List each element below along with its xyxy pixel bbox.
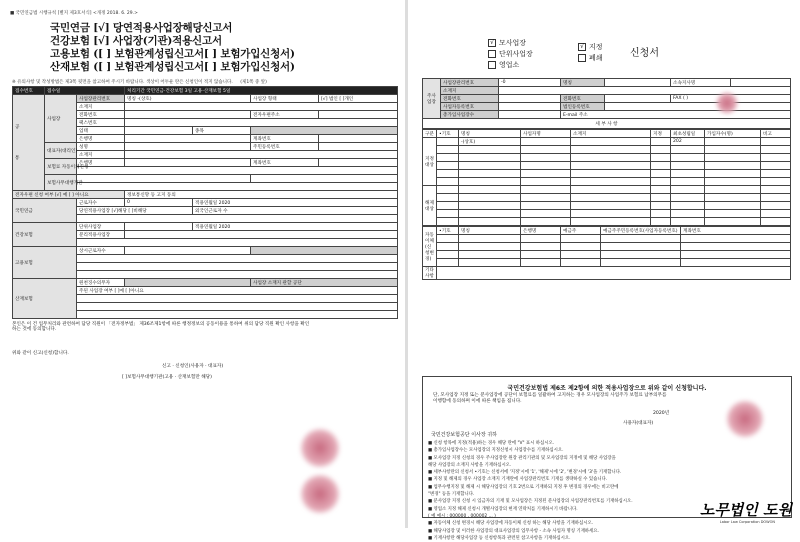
detail-first-name[interactable]: -(상호) xyxy=(459,138,521,146)
lh-3: 예금주 xyxy=(561,227,601,235)
dh-8: 비고 xyxy=(761,130,791,138)
etc-label: 기타사항 xyxy=(423,267,437,280)
account-value[interactable] xyxy=(319,135,398,143)
collective-label: 보험사무대행기관 xyxy=(45,175,77,191)
detail-title: 세 부 사 항 xyxy=(423,119,791,129)
workplace-type-options xyxy=(488,38,533,71)
change-label: 자동이체(신청변경) xyxy=(423,227,437,267)
title-pension: 국민연금 [√] 당연적용사업장해당신고서 xyxy=(50,22,233,34)
list-item: ■ 분사업장 지정 신청 시 입금자의 기재 및 모사업장은 지정된 분사업장의 사업장관리번호를 기재하십시오. xyxy=(428,499,633,505)
dh-6: 최초성립일 xyxy=(671,130,705,138)
lh-5: 계좌번호 xyxy=(681,227,791,235)
mgmt-no-label: 사업장관리번호 xyxy=(77,95,125,103)
stamp-blur-2 xyxy=(300,474,340,514)
dh-5: 지정 xyxy=(651,130,671,138)
checkbox-icon[interactable] xyxy=(488,61,496,69)
apply-title: 신청서 xyxy=(630,48,659,59)
r-mgmt-value[interactable]: -0 xyxy=(499,79,561,87)
ceo-name-value[interactable] xyxy=(125,143,251,151)
left-form-table xyxy=(12,86,397,380)
collection-label: 원천징수의무자 xyxy=(77,279,125,287)
common-section-label: 공 통 xyxy=(13,95,45,191)
business-type-value[interactable] xyxy=(125,127,193,135)
dh-4: 소재지 xyxy=(571,130,651,138)
table-row[interactable] xyxy=(437,243,459,251)
left-form-page xyxy=(0,0,405,528)
list-item: "변경" 등을 기재합니다. xyxy=(428,492,475,498)
employment-shaded xyxy=(251,247,398,255)
title-industrial: 산재보험 ([ ] 보험관계성립신고서[ ] 보험가입신청서) xyxy=(50,61,295,73)
rep-address-value[interactable] xyxy=(125,151,398,159)
cancel-label: 해제대상 xyxy=(423,186,437,226)
lh-2: 은행명 xyxy=(521,227,561,235)
table-row[interactable] xyxy=(437,235,459,243)
list-item: ( 예 예시 : 000000 , 000002 ... ) xyxy=(428,513,496,519)
list-item: ■ 신청 항목에 지정(적용)하는 경우 해당 란에 "V" 표시 하십시오. xyxy=(428,441,555,446)
workplace-label: 사업장 xyxy=(45,95,77,143)
labor-check-label: 상시근로자수 xyxy=(77,247,125,255)
address-value[interactable] xyxy=(125,103,398,111)
lh-4: 예금주주민등록번호(사업자등록번호) xyxy=(601,227,681,235)
dh-3: 사업자명 xyxy=(521,130,571,138)
r-head-label: 사업자등록번호 xyxy=(441,103,499,111)
auto-bank-label: 은행명 xyxy=(77,159,125,167)
table-row[interactable] xyxy=(437,218,459,226)
checkbox-icon[interactable] xyxy=(578,54,586,62)
phone-value[interactable] xyxy=(125,111,251,119)
list-item: ■ 자동이체 신청 변경시 해당 사업장에 자동이체 신청 하는 해당 사항을 기재하십시오. xyxy=(428,521,594,527)
item-value[interactable] xyxy=(251,127,398,135)
r-head-value[interactable] xyxy=(499,103,561,111)
business-type-label: 업태 xyxy=(77,127,125,135)
r-phone2-value[interactable] xyxy=(605,95,671,103)
workplace-name-cell[interactable]: 명칭 -(상호) xyxy=(125,95,251,103)
foreign-label: 외국인근로자 수 xyxy=(193,207,398,215)
list-item: ■ 해당사업장 및 이러한 사업장의 대표사업장의 업무사항 - 소속 사업자 명칭 기재하세요. xyxy=(428,528,599,534)
fax-label: 팩스번호 xyxy=(77,119,125,127)
pension-date[interactable]: 적용연월일 2020 xyxy=(193,199,398,207)
r-total-value[interactable] xyxy=(499,111,561,119)
addressee: 국민건강보험공단 이사장 귀하 xyxy=(431,432,497,438)
receipt-date-label: 접수일 xyxy=(45,87,125,95)
form-header-note: ■ 국민연금법 시행규칙 [별지 제3호서식] <개정 2018. 6. 29.> xyxy=(10,11,138,16)
checkbox-icon[interactable] xyxy=(488,50,496,58)
auto-account-value[interactable] xyxy=(319,159,398,167)
bank-label: 은행명 xyxy=(77,135,125,143)
etc-value[interactable] xyxy=(437,267,791,280)
company-logo: 노무법인 도원 xyxy=(699,501,792,519)
collective-detail[interactable] xyxy=(77,183,398,191)
option-dan[interactable]: 단위사업장 xyxy=(488,49,533,60)
r-total-label: 총가입사업장수 xyxy=(441,111,499,119)
table-row[interactable] xyxy=(437,162,459,170)
table-row[interactable] xyxy=(437,194,459,202)
table-row[interactable] xyxy=(437,178,459,186)
auto-bank-value[interactable] xyxy=(125,159,251,167)
option-jijeong[interactable]: √ 지정 xyxy=(578,42,603,53)
industrial-row-3[interactable] xyxy=(77,295,398,303)
checkbox-icon[interactable]: √ xyxy=(488,39,496,47)
electronic-label[interactable]: 전자우편 신청 여부 [√] 예 [ ] 아니요 xyxy=(13,191,125,199)
disclosure-label[interactable]: 정보통신망 등 고지 동의 xyxy=(125,191,398,199)
table-row[interactable] xyxy=(437,251,459,259)
employment-row-3[interactable] xyxy=(77,263,398,271)
r-phone-label: 전화번호 xyxy=(441,95,499,103)
list-item: ■ 기재사항란 해당사업장 등 신청항목과 관련된 참고사항을 기재하십시오. xyxy=(428,535,571,541)
resident-no-label: 주민등록번호 xyxy=(251,143,319,151)
table-row[interactable] xyxy=(437,154,459,162)
branch-value[interactable] xyxy=(125,231,398,239)
lh-1: 명칭 xyxy=(459,227,521,235)
employment-row-4[interactable] xyxy=(77,271,398,279)
phone-label: 전화번호 xyxy=(77,111,125,119)
employees-value[interactable]: 0 xyxy=(125,199,193,207)
employment-section-label: 고용보험 xyxy=(13,247,77,279)
dh-0: 구분 xyxy=(423,130,437,138)
pension-type[interactable]: 당연적용사업장 [√]해당 [ ]비해당 xyxy=(77,207,193,215)
list-item: ■ 업무수행지정 및 해제 시 해당사업장의 기호 2번으로 기재하되 지정 후 변경의 경우에는 비고란에 xyxy=(428,484,619,490)
r-company-type-value[interactable] xyxy=(731,79,791,87)
pension-extra[interactable] xyxy=(77,215,398,223)
industrial-row-4[interactable] xyxy=(77,303,398,311)
industrial-row-5[interactable] xyxy=(77,311,398,319)
auto-transfer-detail[interactable] xyxy=(77,167,398,175)
r-phone-value[interactable] xyxy=(499,95,561,103)
email-label: 전자우편주소 xyxy=(251,111,319,119)
table-row[interactable] xyxy=(437,202,459,210)
main-workplace-label: 주사업장 xyxy=(423,79,441,119)
r-corp-label: 법인등록번호 xyxy=(561,103,605,111)
declaration-sub1: 단, 모사업장 지정 또는 분사업장에 공단이 보험료를 일괄하여 고지하는 경우 모사업장의 사업주가 보험료 납부의무를 xyxy=(433,393,667,398)
option-pyeswae[interactable]: 폐쇄 xyxy=(578,53,603,64)
resident-no-value[interactable] xyxy=(319,143,398,151)
table-row[interactable] xyxy=(437,138,459,146)
health-date[interactable]: 적용연월일 2020 xyxy=(193,223,398,231)
list-item: ■ 세부사항란의 신청서 •기호는 신청서에 '지정'시에 '1', '해제'시에 '2', '변경'시에 '3'을 기재합니다. xyxy=(428,470,622,476)
title-employment: 고용보험 ([ ] 보험관계성립신고서[ ] 보험가입신청서) xyxy=(50,48,295,60)
rep-address-label: 소재지 xyxy=(77,151,125,159)
branch-label: 분리적용사업장 xyxy=(77,231,125,239)
list-item: ■ 지정 및 해제의 경우 사업장 소재지 기재란에 사업장관리번호 기재를 생략하실 수 있습니다. xyxy=(428,477,608,483)
option-mosa[interactable]: √ 모사업장 xyxy=(488,38,533,49)
fax-value[interactable] xyxy=(125,119,398,127)
r-address-label: 소재지 xyxy=(441,87,499,95)
stamp-blur-1 xyxy=(300,428,340,468)
ceo-name-label: 성명 xyxy=(77,143,125,151)
industrial-code: 사업장 소재지 관할 공단 xyxy=(251,279,398,287)
detail-first-year[interactable]: 202 xyxy=(671,138,705,146)
email-value[interactable] xyxy=(319,111,398,119)
declaration-sign: 사용자(대표자) xyxy=(623,421,654,426)
dh-2: 명칭 xyxy=(459,130,521,138)
dh-1: •기호 xyxy=(437,130,459,138)
form-titles xyxy=(50,22,295,74)
declaration-sub2: 이행함에 동의하며 이에 따른 책임을 집니다. xyxy=(433,399,522,404)
table-row[interactable] xyxy=(437,186,459,194)
auto-transfer-label: 보험료 자동이체신청 xyxy=(45,159,77,175)
collection-value[interactable] xyxy=(125,279,251,287)
industrial-section-label: 산재보험 xyxy=(13,279,77,319)
office-sign: 신고 · 신청인(사용자 · 대표자) xyxy=(162,363,224,369)
collective-value[interactable] xyxy=(77,175,251,183)
stamp-blur-4 xyxy=(716,92,738,114)
table-row[interactable] xyxy=(437,146,459,154)
bank-value[interactable] xyxy=(125,135,251,143)
employment-row-2[interactable] xyxy=(77,255,398,263)
collective-extra[interactable] xyxy=(251,175,398,183)
r-email[interactable]: E-mail 주소 xyxy=(561,111,791,119)
labor-check-value[interactable] xyxy=(125,247,251,255)
health-section-label: 건강보험 xyxy=(13,223,77,247)
declaration-text: 국민건강보험법 제6조 제2항에 의한 적용사업장으로 위와 같이 신청합니다. xyxy=(507,385,707,392)
right-form-page xyxy=(408,0,800,541)
unit-value[interactable] xyxy=(125,223,193,231)
r-phone2-label: 전화번호 xyxy=(561,95,605,103)
table-row[interactable] xyxy=(437,210,459,218)
table-row[interactable] xyxy=(437,170,459,178)
list-item: ■ 총가입사업장수는 모사업장의 지정신청시 사업장수를 기재하십시오. xyxy=(428,448,564,454)
option-yeong[interactable]: 영업소 xyxy=(488,60,533,71)
item-label: 종목 xyxy=(193,127,251,135)
office-footer: 본인은 이 건 업무처리와 관련하여 담당 직원이 「전자정부법」 제36조제1항에 따른 행정정보의 공동이용을 통하여 위의 담당 직원 확인 사항을 확인하는 것에 동의합니다. xyxy=(12,322,310,333)
receipt-no-label: 접수번호 xyxy=(13,87,45,95)
list-item: ■ 모사업장 지정 신청의 경우 주사업장란 원장 관리기관의 및 모사업장의 지정에 및 해당 사업장을 xyxy=(428,455,616,461)
health-extra[interactable] xyxy=(77,239,398,247)
signature-note: 위와 같이 신고(신청)합니다. xyxy=(12,350,69,356)
type-value[interactable]: [√] 법인 [ ]개인 xyxy=(319,95,398,103)
lh-0: •기호 xyxy=(437,227,459,235)
r-name-value[interactable] xyxy=(605,79,671,87)
dh-7: 가입자수(명) xyxy=(705,130,761,138)
auto-account-label: 계좌번호 xyxy=(251,159,319,167)
address-label: 소재지 xyxy=(77,103,125,111)
unit-label: 단위사업장 xyxy=(77,223,125,231)
pension-section-label: 국민연금 xyxy=(13,199,77,223)
employees-label: 근로자수 xyxy=(77,199,125,207)
action-options xyxy=(578,42,603,64)
processing-period: 처리기간 국민연금·건강보험 3일 고용·산재보험 5일 xyxy=(125,87,398,95)
main-business[interactable]: 주된 사업장 여부 [ ]예 [ ]아니요 xyxy=(77,287,398,295)
instructions-list xyxy=(428,440,788,542)
agency-sign: [ ]보험사무대행기관(고용 · 산재보험만 해당) xyxy=(122,375,212,381)
company-logo-sub: Labor Law Corporation DOWON xyxy=(719,520,775,524)
representative-label: 대표자(대리인) xyxy=(45,143,77,159)
r-company-type-label: 소속지사명 xyxy=(671,79,731,87)
r-name-label: 명칭 xyxy=(561,79,605,87)
list-item: ■ 영업소 지정 해제 신청시 개별사업장의 현재 연락처를 기재하시기 바랍니다. xyxy=(428,506,578,512)
designate-label: 지정대상 xyxy=(423,138,437,186)
checkbox-icon[interactable]: √ xyxy=(578,43,586,51)
type-label: 사업장 형태 xyxy=(251,95,319,103)
r-mgmt-label: 사업장관리번호 xyxy=(441,79,499,87)
declaration-date: 2020년 xyxy=(653,411,670,416)
table-row[interactable] xyxy=(437,259,459,267)
list-item: 해당 사업장의 소재지 사항을 기재하십시오. xyxy=(428,462,512,468)
usage-note: ※ 유의사항 및 작성방법은 제3쪽 뒷면을 참고하여 주시기 바랍니다. 색상이 어두운 란은 신청인이 적지 않습니다. (제1쪽 중 앞) xyxy=(12,80,267,85)
stamp-blur-3 xyxy=(726,400,764,438)
r-address-value[interactable] xyxy=(499,87,791,95)
title-health: 건강보험 [√] 사업장(기관)적용신고서 xyxy=(50,35,222,47)
r-corp-value[interactable] xyxy=(605,103,791,111)
account-label: 계좌번호 xyxy=(251,135,319,143)
r-fax[interactable]: FAX ( ) xyxy=(671,95,791,103)
